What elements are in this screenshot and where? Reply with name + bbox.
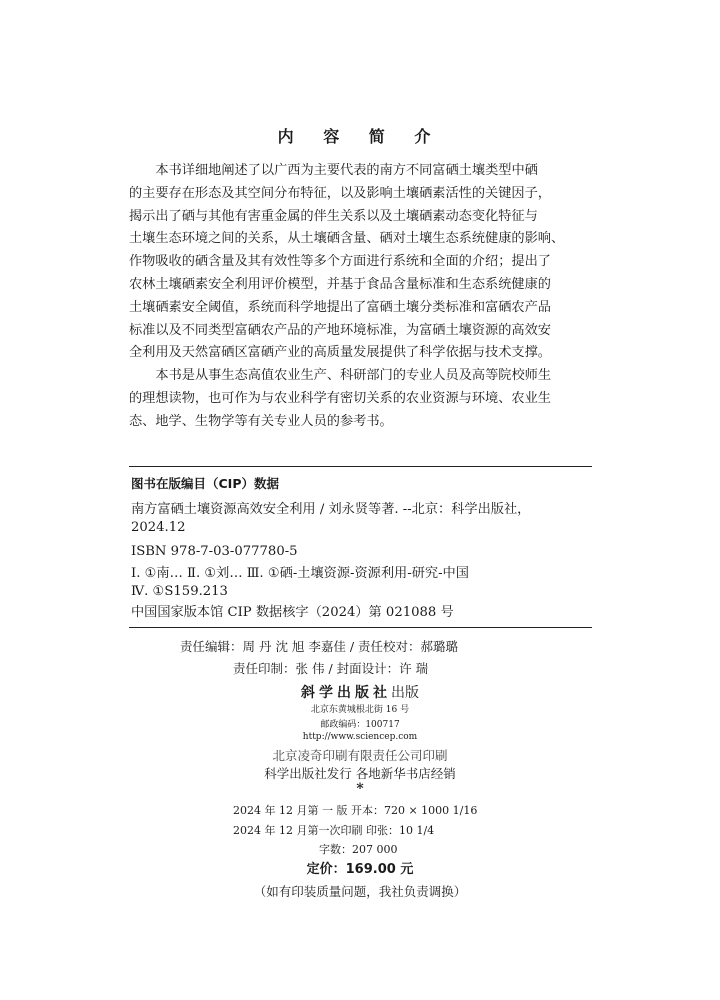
paragraph-line: 全利用及天然富硒区富硒产业的高质量发展提供了科学依据与技术支撑。 (129, 345, 551, 361)
paragraph-line: 揭示出了硒与其他有害重金属的伴生关系以及土壤硒素动态变化特征与 (129, 208, 538, 224)
cip-top-rule (129, 466, 592, 467)
cip-record-number: 中国国家版本馆 CIP 数据核字（2024）第 021088 号 (131, 605, 454, 620)
cip-isbn: ISBN 978-7-03-077780-5 (131, 544, 298, 559)
summary-title: 内 容 简 介 (277, 127, 443, 146)
cip-bottom-rule (129, 627, 592, 628)
publisher-website: http://www.sciencep.com (302, 732, 418, 742)
summary-paragraph-2 (129, 365, 595, 433)
paragraph-line: 土壤生态环境之间的关系，从土壤硒含量、硒对土壤生态系统健康的影响、 (129, 231, 565, 247)
paragraph-line: 的理想读物，也可作为与农业科学有密切关系的农业资源与环境、农业生 (129, 390, 551, 406)
separator-star: * (356, 781, 364, 797)
summary-paragraph-1 (129, 160, 595, 365)
printing-line: 责任印制：张 伟 / 封面设计：许 瑞 (233, 661, 429, 676)
cip-heading: 图书在版编目（CIP）数据 (131, 476, 279, 491)
paragraph-line: 土壤硒素安全阈值，系统而科学地提出了富硒土壤分类标准和富硒农产品 (129, 299, 551, 315)
cip-classification: Ⅳ. ①S159.213 (131, 584, 228, 599)
paragraph-line: 本书详细地阐述了以广西为主要代表的南方不同富硒土壤类型中硒 (155, 163, 538, 178)
publisher-address: 北京东黄城根北街 16 号 (310, 705, 410, 715)
publisher-logo: 斜学出版社 (301, 685, 391, 701)
paragraph-line: 本书是从事生态高值农业生产、科研部门的专业人员及高等院校师生 (155, 368, 552, 383)
edition-line: 2024 年 12 月第 一 版 开本：720 × 1000 1/16 (233, 804, 478, 817)
publisher-line (0, 682, 720, 702)
quality-note: （如有印装质量问题，我社负责调换） (253, 884, 467, 899)
paragraph-line: 标准以及不同类型富硒农产品的产地环境标准，为富硒土壤资源的高效安 (129, 322, 551, 338)
cip-title-line: 2024.12 (131, 520, 186, 535)
publisher-postcode: 邮政编码：100717 (320, 720, 400, 730)
paragraph-line: 作物吸收的硒含量及其有效性等多个方面进行系统和全面的介绍；提出了 (129, 254, 551, 270)
cip-title-line: 南方富硒土壤资源高效安全利用 / 刘永贤等著. --北京：科学出版社， (131, 502, 531, 517)
distribution-line: 科学出版社发行 各地新华书店经销 (264, 766, 456, 781)
word-count: 字数：207 000 (319, 843, 398, 856)
print-line: 2024 年 12 月第一次印刷 印张：10 1/4 (233, 824, 435, 837)
cip-classification: Ⅰ. ①南… Ⅱ. ①刘… Ⅲ. ①硒-土壤资源-资源利用-研究-中国 (131, 566, 469, 581)
price: 定价：169.00 元 (306, 862, 414, 877)
paragraph-line: 态、地学、生物学等有关专业人员的参考书。 (129, 413, 393, 429)
paragraph-line: 农林土壤硒素安全利用评价模型，并基于食品含量标准和生态系统健康的 (129, 276, 551, 292)
paragraph-line: 的主要存在形态及其空间分布特征，以及影响土壤硒素活性的关键因子， (129, 185, 551, 201)
editors-line: 责任编辑：周 丹 沈 旭 李嘉佳 / 责任校对：郝璐璐 (180, 639, 459, 654)
printer-line: 北京凌奇印刷有限责任公司印刷 (272, 748, 448, 763)
publisher-suffix: 出版 (391, 685, 419, 701)
